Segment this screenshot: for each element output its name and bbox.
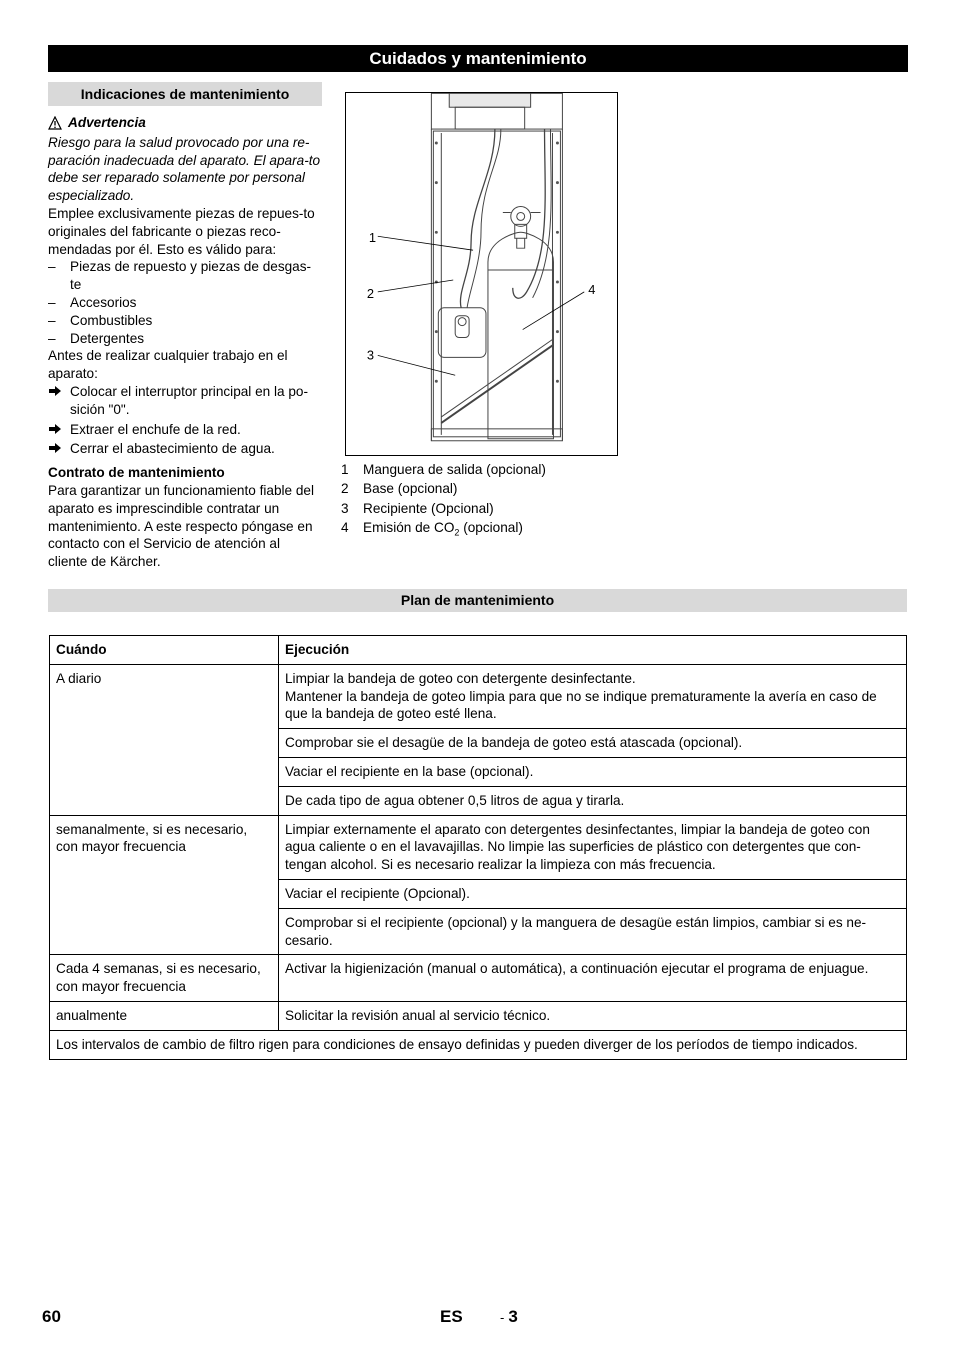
legend-num: 1 [341, 462, 349, 477]
cell-execution: Activar la higienización (manual o automática), a continuación ejecutar el programa de enjuague. [279, 955, 907, 1002]
callout-1: 1 [368, 230, 377, 246]
arrow-right-icon [48, 423, 62, 435]
callout-4: 4 [588, 281, 596, 297]
header-execution: Ejecución [279, 636, 907, 665]
list-item: – Accesorios [48, 294, 322, 312]
legend-num: 2 [341, 481, 349, 497]
cell-execution: Vaciar el recipiente en la base (opcional). [279, 757, 907, 786]
legend-text [363, 518, 523, 543]
steps-list [48, 383, 322, 458]
legend-item [341, 518, 546, 543]
maintenance-notes-heading: Indicaciones de mantenimiento [48, 82, 322, 106]
legend-text: Manguera de salida (opcional) [363, 462, 546, 477]
cell-execution: Solicitar la revisión anual al servicio técnico. [279, 1001, 907, 1030]
page-number: 60 [42, 1307, 61, 1326]
header-when: Cuándo [50, 636, 279, 665]
table-row [50, 1001, 907, 1030]
cell-execution: Limpiar la bandeja de goteo con detergente desinfectante. Mantener la bandeja de goteo limpia para que no se indique prematuramente la avería en caso de que la bandeja de goteo esté llena. [279, 664, 907, 728]
legend-item [341, 479, 546, 498]
legend-subscript: 2 [454, 527, 460, 538]
step-text: Cerrar el abastecimiento de agua. [70, 441, 275, 457]
contract-text: Para garantizar un funcionamiento fiable del aparato es imprescindible contratar un mantenimiento. A este respecto póngase en contacto con el Servicio de atención al cliente de Kärcher. [48, 482, 315, 570]
warning-label: Advertencia [68, 115, 146, 130]
legend-text: Base (opcional) [363, 481, 458, 497]
table-row [50, 815, 907, 879]
step-item [48, 421, 322, 439]
step-text: Colocar el interruptor principal en la po-sición "0". [70, 383, 309, 417]
cell-when: anualmente [50, 1001, 279, 1030]
warning-header [48, 114, 322, 132]
table-body [50, 664, 907, 1059]
cell-execution: Comprobar sie el desagüe de la bandeja de goteo está atascada (opcional). [279, 729, 907, 758]
parts-list [48, 258, 322, 347]
language-code: ES [440, 1307, 463, 1326]
section-title: Cuidados y mantenimiento [48, 45, 908, 72]
legend-item [341, 460, 546, 479]
legend-num: 4 [341, 520, 349, 536]
sub-page: - 3 [500, 1307, 518, 1326]
cell-when: A diario [50, 664, 279, 815]
cell-when: Cada 4 semanas, si es necesario, con mayor frecuencia [50, 955, 279, 1002]
list-item: – Combustibles [48, 312, 322, 330]
warning-text: Riesgo para la salud provocado por una re-paración inadecuada del aparato. El apara-to debe ser reparado solamente por personal especializado. [48, 134, 321, 204]
arrow-right-icon [48, 442, 62, 454]
list-item: – Detergentes [48, 330, 322, 348]
cabinet-illustration [345, 92, 618, 456]
table-note-row [50, 1030, 907, 1059]
table-row [50, 955, 907, 1002]
before-work-text: Antes de realizar cualquier trabajo en el aparato: [48, 348, 288, 382]
maintenance-plan-table [49, 635, 907, 1060]
cell-execution: Vaciar el recipiente (Opcional). [279, 879, 907, 908]
table-header-row [50, 636, 907, 665]
cell-execution: Comprobar si el recipiente (opcional) y la manguera de desagüe están limpios, cambiar si es ne-cesario. [279, 908, 907, 955]
callout-2: 2 [366, 285, 375, 301]
plan-heading: Plan de mantenimiento [48, 589, 907, 612]
legend-num: 3 [341, 500, 349, 516]
cell-when: semanalmente, si es necesario, con mayor frecuencia [50, 815, 279, 955]
parts-text: Emplee exclusivamente piezas de repues-to originales del fabricante o piezas reco-mendadas por él. Esto es válido para: [48, 205, 315, 257]
sub-page-number: 3 [508, 1307, 518, 1326]
callout-3: 3 [366, 347, 375, 363]
warning-triangle-icon [48, 116, 62, 130]
cell-execution: De cada tipo de agua obtener 0,5 litros de agua y tirarla. [279, 786, 907, 815]
arrow-right-icon [48, 385, 62, 397]
legend-text-after: (opcional) [459, 520, 523, 536]
contract-heading: Contrato de mantenimiento [48, 465, 225, 481]
legend-text-before: Emisión de CO [363, 520, 455, 536]
step-item [48, 440, 322, 458]
table-row [50, 664, 907, 728]
step-item [48, 383, 322, 419]
cell-execution: Limpiar externamente el aparato con detergentes desinfectantes, limpiar la bandeja de goteo con agua caliente o en el lavavajillas. No limpie las superficies de plástico con detergentes que con-tengan alcohol. Si es necesario realizar la limpieza con más frecuencia. [279, 815, 907, 879]
table-note: Los intervalos de cambio de filtro rigen para condiciones de ensayo definidas y pueden diverger de los períodos de tiempo indicados. [50, 1030, 907, 1059]
maintenance-notes [48, 82, 322, 571]
step-text: Extraer el enchufe de la red. [70, 421, 241, 437]
list-item: – Piezas de repuesto y piezas de desgas-te [48, 258, 322, 294]
legend-text: Recipiente (Opcional) [363, 500, 494, 516]
cabinet-drawing [346, 93, 617, 455]
legend-item [341, 499, 546, 518]
figure-legend [341, 460, 546, 543]
